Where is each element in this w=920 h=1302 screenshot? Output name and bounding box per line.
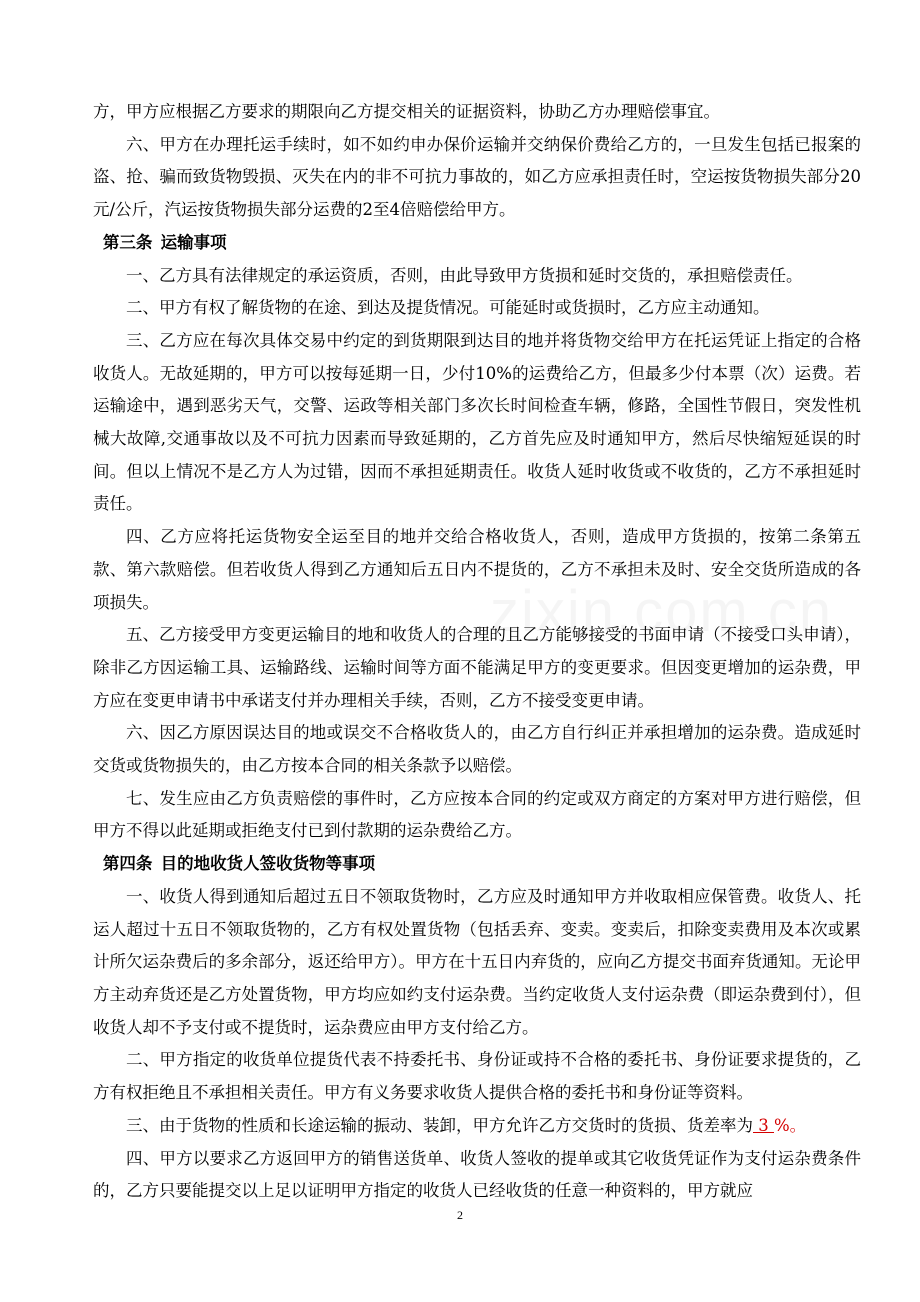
article-number: 第四条	[102, 854, 153, 874]
paragraph-article3-item3: 三、乙方应在每次具体交易中约定的到货期限到达目的地并将货物交给甲方在托运凭证上指定的合格收货人。无故延期的，甲方可以按每延期一日，少付10%的运费给乙方，但最多少付本票（次）运费。若运输途中，遇到恶劣天气，交警、运政等相关部门多次长时间检查车辆，修路，全国性节假日，突发性机械大故障,交通事故以及不可抗力因素而导致延期的，乙方首先应及时通知甲方，然后尽快缩短延误的时间。但以上情况不是乙方人为过错，因而不承担延期责任。收货人延时收货或不收货的，乙方不承担延时责任。	[93, 330, 861, 514]
paragraph-continuation: 方，甲方应根据乙方要求的期限向乙方提交相关的证据资料，协助乙方办理赔偿事宜。	[93, 102, 720, 121]
paragraph-article4-item2: 二、甲方指定的收货单位提货代表不持委托书、身份证或持不合格的委托书、身份证要求提货的，乙方有权拒绝且不承担相关责任。甲方有义务要求收货人提供合格的委托书和身份证等资料。	[93, 1050, 861, 1103]
section-heading-article3	[93, 227, 861, 260]
rate-unit: %。	[774, 1115, 807, 1135]
filled-rate-value: 3	[753, 1115, 774, 1135]
page-number: 2	[457, 1208, 463, 1222]
paragraph-article3-item7: 七、发生应由乙方负责赔偿的事件时，乙方应按本合同的约定或双方商定的方案对甲方进行赔偿，但甲方不得以此延期或拒绝支付已到付款期的运杂费给乙方。	[93, 788, 861, 841]
paragraph-article3-item6: 六、因乙方原因误达目的地或误交不合格收货人的，由乙方自行纠正并承担增加的运杂费。造成延时交货或货物损失的，由乙方按本合同的相关条款予以赔偿。	[93, 723, 861, 776]
paragraph-article3-item1: 一、乙方具有法律规定的承运资质，否则，由此导致甲方货损和延时交货的，承担赔偿责任。	[126, 265, 803, 285]
paragraph-article4-item4: 四、甲方以要求乙方返回甲方的销售送货单、收货人签收的提单或其它收货凭证作为支付运杂费条件的，乙方只要能提交以上足以证明甲方指定的收货人已经收货的任意一种资料的，甲方就应	[93, 1148, 861, 1201]
article-title: 运输事项	[160, 232, 227, 252]
paragraph-article3-item2: 二、甲方有权了解货物的在途、到达及提货情况。可能延时或货损时，乙方应主动通知。	[126, 298, 770, 318]
article-title: 目的地收货人签收货物等事项	[160, 854, 376, 874]
document-body	[93, 96, 861, 1208]
section-heading-article4	[93, 848, 861, 881]
paragraph-article3-item4: 四、乙方应将托运货物安全运至目的地并交给合格收货人，否则，造成甲方货损的，按第二条第五款、第六款赔偿。但若收货人得到乙方通知后五日内不提货的，乙方不承担未及时、安全交货所造成的各项损失。	[93, 527, 861, 612]
clause-text: 三、由于货物的性质和长途运输的振动、装卸，甲方允许乙方交货时的货损、货差率为	[126, 1115, 753, 1135]
paragraph-article4-item1: 一、收货人得到通知后超过五日不领取货物时，乙方应及时通知甲方并收取相应保管费。收货人、托运人超过十五日不领取货物的，乙方有权处置货物（包括丢弃、变卖。变卖后，扣除变卖费用及本次或累计所欠运杂费后的多余部分，返还给甲方）。甲方在十五日内弃货的，应向乙方提交书面弃货通知。无论甲方主动弃货还是乙方处置货物，甲方均应如约支付运杂费。当约定收货人支付运杂费（即运杂费到付），但收货人却不予支付或不提货时，运杂费应由甲方支付给乙方。	[93, 886, 861, 1037]
paragraph-article2-item6: 六、甲方在办理托运手续时，如不如约申办保价运输并交纳保价费给乙方的，一旦发生包括已报案的盗、抢、骗而致货物毁损、灭失在内的非不可抗力事故的，如乙方应承担责任时，空运按货物损失部分20元/公斤，汽运按货物损失部分运费的2至4倍赔偿给甲方。	[93, 134, 861, 220]
article-number: 第三条	[102, 232, 153, 252]
paragraph-article4-item3	[93, 1110, 861, 1143]
paragraph-article3-item5: 五、乙方接受甲方变更运输目的地和收货人的合理的且乙方能够接受的书面申请（不接受口头申请），除非乙方因运输工具、运输路线、运输时间等方面不能满足甲方的变更要求。但因变更增加的运杂费，甲方应在变更申请书中承诺支付并办理相关手续，否则，乙方不接受变更申请。	[93, 625, 861, 710]
